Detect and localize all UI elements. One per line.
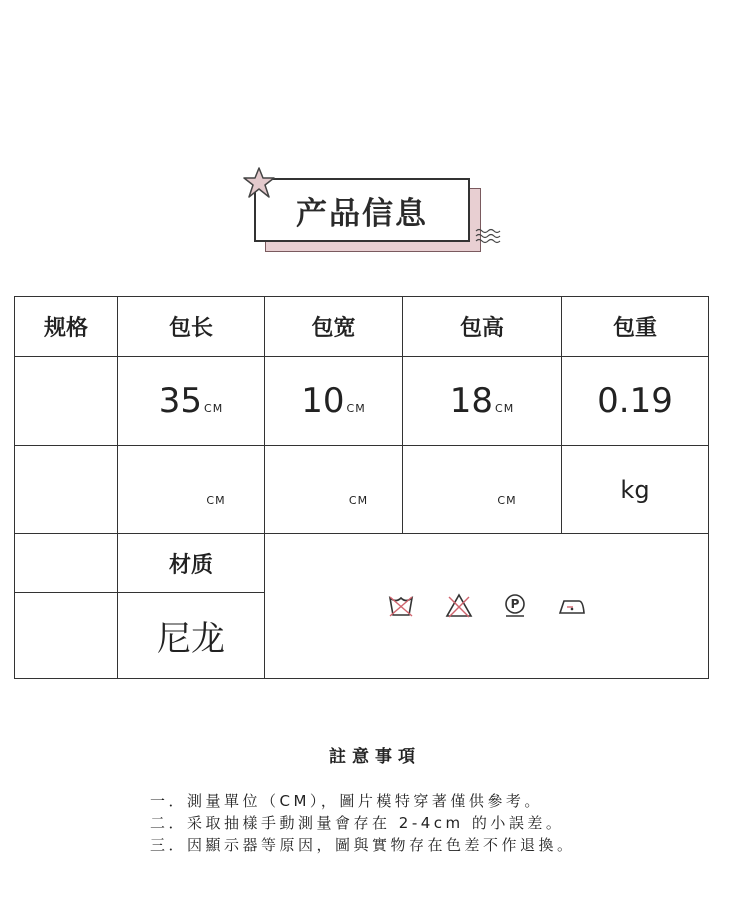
header-height: 包高 — [403, 297, 562, 357]
weight-unit: kg — [620, 475, 650, 504]
row2-length-unit: CM — [206, 493, 226, 507]
header-width: 包宽 — [265, 297, 403, 357]
header-spec: 规格 — [15, 297, 118, 357]
note-line-2: 二．采取抽樣手動測量會存在 2-4cm 的小誤差。 — [150, 814, 565, 832]
length-unit: CM — [204, 402, 224, 415]
dry-clean-p-icon — [503, 593, 527, 619]
table-header-row — [15, 297, 709, 357]
title-badge — [246, 168, 516, 260]
care-icons-cell — [265, 534, 709, 679]
row1-spec-cell — [15, 357, 118, 446]
row2-weight-cell — [562, 446, 709, 534]
row2-spec-cell — [15, 446, 118, 534]
note-line-3: 三．因顯示器等原因，圖與實物存在色差不作退換。 — [150, 836, 576, 854]
material-value: 尼龙 — [118, 593, 265, 679]
notes-title: 註意事項 — [329, 747, 421, 767]
row2-height-unit: CM — [497, 493, 517, 507]
title-box — [254, 178, 470, 242]
table-row — [15, 357, 709, 446]
height-unit: CM — [495, 402, 515, 415]
width-unit: CM — [346, 402, 366, 415]
spec-table — [14, 296, 709, 679]
height-cell — [403, 357, 562, 446]
length-cell — [118, 357, 265, 446]
svg-text:P: P — [510, 597, 519, 611]
row2-height-cell — [403, 446, 562, 534]
length-value: 35 — [158, 381, 203, 421]
table-row — [15, 534, 709, 593]
row2-length-cell — [118, 446, 265, 534]
width-cell — [265, 357, 403, 446]
row3-spec-cell — [15, 534, 118, 593]
iron-icon — [557, 595, 587, 617]
weight-cell — [562, 357, 709, 446]
height-value: 18 — [449, 381, 494, 421]
wave-lines-icon — [474, 226, 502, 246]
row4-spec-cell — [15, 593, 118, 679]
material-label: 材质 — [118, 534, 265, 593]
notes-list — [150, 790, 576, 856]
header-length: 包长 — [118, 297, 265, 357]
no-bleach-icon — [387, 594, 415, 618]
care-icons — [265, 593, 708, 619]
row2-width-cell — [265, 446, 403, 534]
row2-width-unit: CM — [348, 493, 369, 507]
note-line-1: 一．測量單位（CM），圖片模特穿著僅供參考。 — [150, 792, 543, 810]
header-weight: 包重 — [562, 297, 709, 357]
weight-value: 0.19 — [597, 381, 673, 421]
width-value: 10 — [301, 381, 345, 421]
page-title: 产品信息 — [296, 195, 428, 232]
table-row — [15, 446, 709, 534]
star-icon — [242, 166, 276, 200]
no-tumble-icon — [445, 593, 473, 619]
